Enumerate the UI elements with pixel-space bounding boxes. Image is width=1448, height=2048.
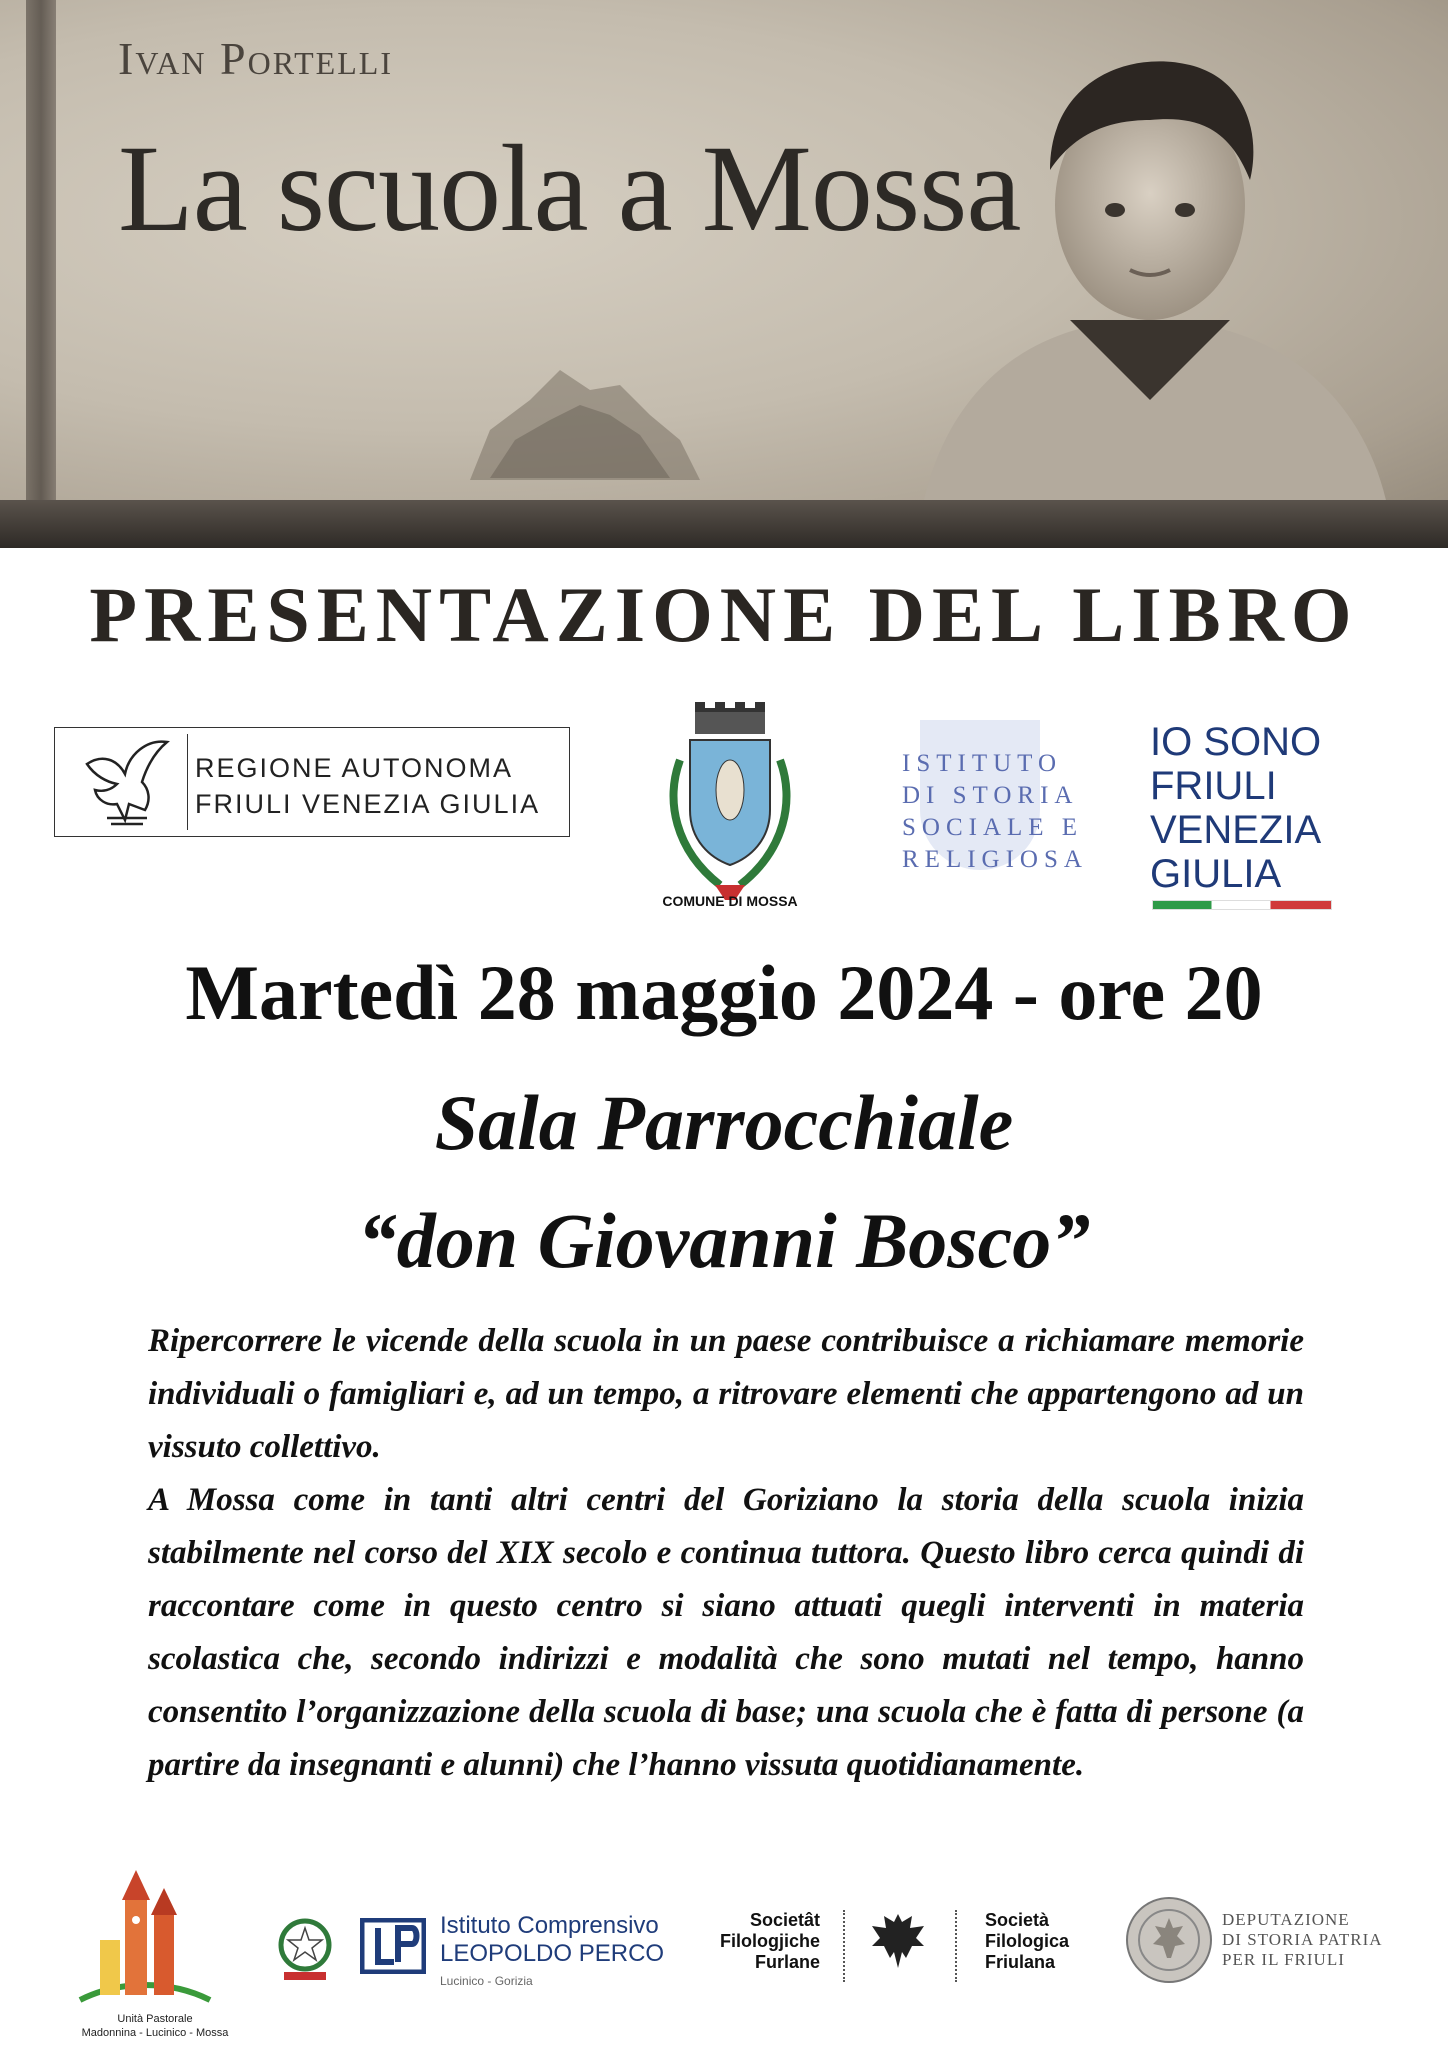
ic-line3: Lucinico - Gorizia (440, 1974, 533, 1988)
comune-coat-of-arms (640, 700, 820, 910)
footer-divider (843, 1910, 845, 1982)
istituto-line3: SOCIALE E (902, 814, 1084, 841)
deputazione-label (1222, 1910, 1412, 1970)
dsp-line3: PER IL FRIULI (1222, 1950, 1345, 1969)
description-paragraph-1: Ripercorrere le vicende della scuola in un paese contribuisce a richiamare memorie individuali o famigliari e, ad un tempo, a ritrovare elementi che appartengono ad un vissuto collettivo. (148, 1323, 1304, 1465)
iosono-line1: IO SONO (1150, 720, 1322, 764)
wall-crack (470, 360, 700, 480)
dsp-line2: DI STORIA PATRIA (1222, 1930, 1383, 1949)
book-title: La scuola a Mossa (118, 120, 1021, 257)
event-date: Martedì 28 maggio 2024 - ore 20 (185, 949, 1263, 1036)
cover-photo (0, 0, 1448, 548)
regione-fvg-logo (54, 727, 570, 837)
footer-logos (0, 1850, 1448, 2048)
sfr-line2: Filologica (985, 1931, 1070, 1951)
sff-line1: Societât (749, 1910, 820, 1930)
event-venue-line1: Sala Parrocchiale (434, 1079, 1014, 1166)
unita-line2: Madonnina - Lucinico - Mossa (81, 2027, 229, 2039)
headline: PRESENTAZIONE DEL LIBRO (89, 571, 1359, 658)
regione-line1: REGIONE AUTONOMA (195, 753, 514, 783)
friulian-eagle-icon (868, 1906, 928, 1974)
boy-photo (900, 20, 1400, 520)
ic-line2: LEOPOLDO PERCO (440, 1940, 665, 1967)
book-description (148, 1315, 1304, 1792)
iosono-line4: GIULIA (1150, 852, 1282, 896)
event-venue-line2: “don Giovanni Bosco” (357, 1197, 1091, 1284)
unita-pastorale-label (40, 2012, 270, 2040)
io-sono-fvg-logo (1150, 720, 1321, 896)
istituto-text (902, 748, 1088, 876)
footer-divider (955, 1910, 957, 1982)
wall-post (26, 0, 56, 548)
italian-republic-emblem-icon (270, 1910, 340, 1990)
istituto-line2: DI STORIA (902, 782, 1079, 809)
dsp-line1: DEPUTAZIONE (1222, 1910, 1350, 1929)
sff-line3: Furlane (754, 1952, 820, 1972)
regione-text (195, 750, 540, 822)
eagle-icon (67, 734, 188, 830)
iosono-line2: FRIULI (1150, 764, 1277, 808)
sfr-line1: Società (985, 1910, 1050, 1930)
comune-label: COMUNE DI MOSSA (662, 893, 798, 909)
regione-line2: FRIULI VENEZIA GIULIA (195, 789, 541, 819)
societa-filologica-label (985, 1910, 1105, 1973)
desk-edge (0, 500, 1448, 548)
istituto-storia-logo (880, 710, 1100, 880)
ic-line1: Istituto Comprensivo (440, 1912, 659, 1939)
italian-flag-stripe (1152, 900, 1332, 910)
iosono-line3: VENEZIA (1150, 808, 1322, 852)
description-paragraph-2: A Mossa come in tanti altri centri del Goriziano la storia della scuola inizia stabilmente nel corso del XIX secolo e continua tuttora. Questo libro cerca quindi di raccontare come in questo centro si siano attuati quegli interventi in materia scolastica che, secondo indirizzi e modalità che sono mutati nel tempo, hanno consentito l’organizzazione della scuola di base; una scuola che è fatta di persone (a partire da insegnanti e alunni) che l’hanno vissuta quotidianamente. (148, 1482, 1304, 1783)
sfr-line3: Friulana (985, 1952, 1056, 1972)
ic-mark-icon (360, 1918, 426, 1974)
societat-filologjiche-label (700, 1910, 820, 1973)
sff-line2: Filologjiche (719, 1931, 820, 1951)
book-author: Ivan Portelli (118, 33, 393, 84)
istituto-line1: ISTITUTO (902, 750, 1063, 777)
istituto-line4: RELIGIOSA (902, 846, 1088, 873)
church-towers-icon (70, 1860, 220, 2010)
unita-line1: Unità Pastorale (117, 2013, 193, 2025)
deputazione-seal-icon (1125, 1896, 1213, 1984)
istituto-comprensivo-logo (360, 1912, 670, 2002)
